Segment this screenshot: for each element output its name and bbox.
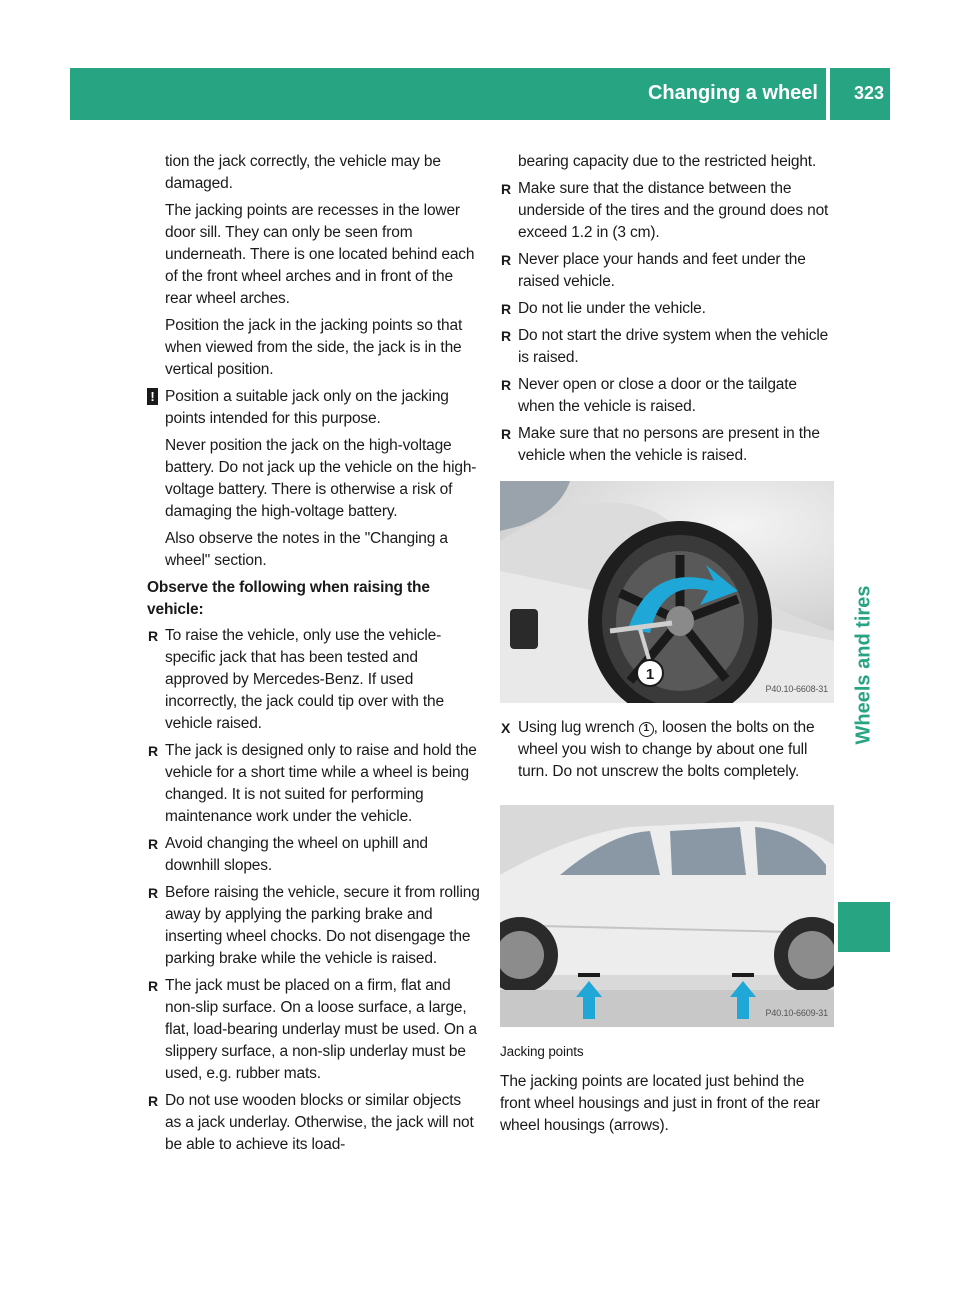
list-item: R Do not lie under the vehicle. [500,298,834,320]
car-side-illustration [500,805,834,1027]
paragraph: The jacking points are located just behind the front wheel housings and just in front of the rear wheel housings (arrows). [500,1073,820,1134]
section-marker [838,902,890,952]
list-item: R Make sure that no persons are present in the vehicle when the vehicle is raised. [500,423,834,467]
paragraph: Position the jack in the jacking points so that when viewed from the side, the jack is in the vertical position. [165,317,463,378]
callout-ref: 1 [639,722,654,737]
page-number: 323 [853,83,884,103]
figure-caption: Jacking points [500,1044,584,1059]
warning-icon: ! [147,388,158,405]
list-item: R The jack must be placed on a firm, flat and non-slip surface. On a loose surface, a large, flat, load-bearing underlay must be used. On a slippery surface, a non-slip underlay must be used, e.g. rubber mats. [147,975,481,1085]
step-text: Using lug wrench [518,719,639,736]
list-item: R Do not use wooden blocks or similar objects as a jack underlay. Otherwise, the jack will not be able to achieve its load- [147,1090,481,1156]
paragraph: bearing capacity due to the restricted height. [518,153,817,170]
page-header [70,68,890,120]
list-item: R Make sure that the distance between the underside of the tires and the ground does not exceed 1.2 in (3 cm). [500,178,834,244]
instruction-step [500,717,834,783]
paragraph: The jacking points are recesses in the lower door sill. They can only be seen from underneath. There is one located behind each of the front wheel arches and in front of the rear wheel arches. [165,202,475,307]
list-item: R Do not start the drive system when the vehicle is raised. [500,325,834,369]
section-tab [838,520,890,810]
section-tab-label: Wheels and tires [852,585,875,745]
car-side-figure [500,805,834,1027]
warning-text: Position a suitable jack only on the jacking points intended for this purpose. [165,388,449,427]
warning-text: Also observe the notes in the "Changing a wheel" section. [165,530,448,569]
section-heading: Observe the following when raising the vehicle: [147,579,430,618]
header-divider [826,68,830,120]
step-text: , loosen the bolts on the wheel you wish to change by about one full turn. Do not unscrew the bolts completely. [518,719,815,780]
callout-label: 1 [645,666,655,683]
step-marker-icon: X [501,720,511,736]
left-column [147,151,481,1161]
list-item: R Never open or close a door or the tailgate when the vehicle is raised. [500,374,834,418]
list-item: R Before raising the vehicle, secure it from rolling away by applying the parking brake and inserting wheel chocks. Do not disengage the parking brake while the vehicle is raised. [147,882,481,970]
list-item: R Never place your hands and feet under the raised vehicle. [500,249,834,293]
wheel-figure [500,481,834,703]
chapter-title: Changing a wheel [647,82,818,104]
list-item: R The jack is designed only to raise and hold the vehicle for a short time while a wheel is being changed. It is not suited for performing maintenance work under the vehicle. [147,740,481,828]
warning-note [147,386,481,430]
right-column [500,151,834,1142]
warning-text: Never position the jack on the high-voltage battery. Do not jack up the vehicle on the high-voltage battery. There is otherwise a risk of damaging the high-voltage battery. [165,437,477,520]
wheel-illustration [500,481,834,703]
list-item: R Avoid changing the wheel on uphill and downhill slopes. [147,833,481,877]
figure-code: P40.10-6609-31 [765,1008,828,1018]
list-item: R To raise the vehicle, only use the vehicle-specific jack that has been tested and approved by Mercedes-Benz. If used incorrectly, the jack could tip over with the vehicle raised. [147,625,481,735]
figure-code: P40.10-6608-31 [765,684,828,694]
paragraph: tion the jack correctly, the vehicle may be damaged. [165,153,441,192]
